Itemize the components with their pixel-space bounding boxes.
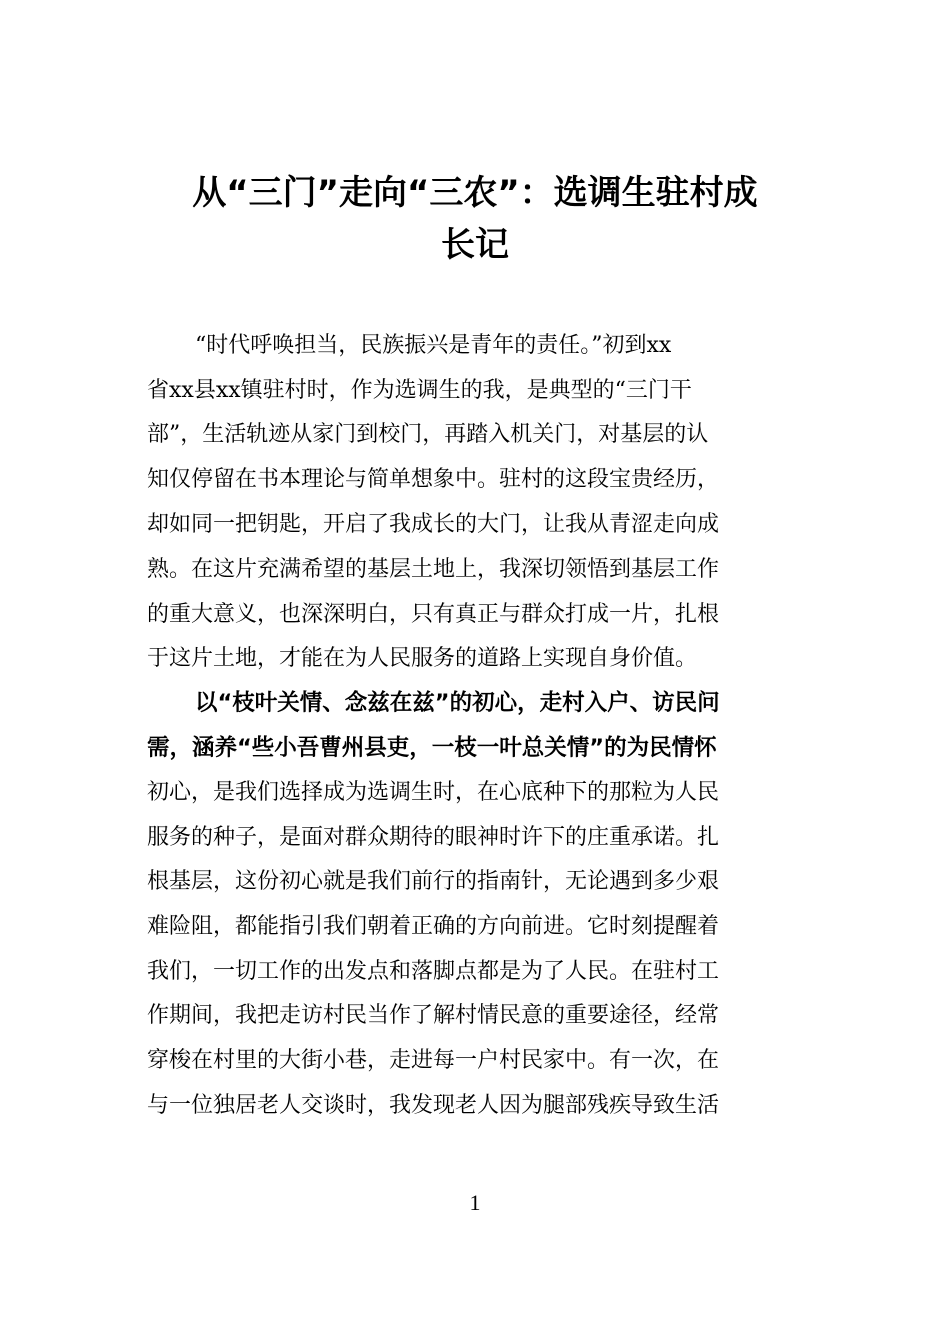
text-line: 根基层，这份初心就是我们前行的指南针，无论遇到多少艰 — [147, 869, 720, 894]
text-line: 穿梭在村里的大街小巷，走进每一户村民家中。有一次，在 — [147, 1048, 720, 1073]
title-line-1: 从“三门”走向“三农”：选调生驻村成 — [192, 173, 758, 213]
text-line: 作期间，我把走访村民当作了解村情民意的重要途径，经常 — [147, 1003, 720, 1028]
title-line-2: 长记 — [441, 225, 509, 265]
text-line: 部”，生活轨迹从家门到校门，再踏入机关门，对基层的认 — [147, 422, 709, 447]
page-number: 1 — [469, 1190, 481, 1215]
text-line: 于这片土地，才能在为人民服务的道路上实现自身价值。 — [147, 646, 698, 671]
text-line: 却如同一把钥匙，开启了我成长的大门，让我从青涩走向成 — [147, 512, 720, 537]
section-heading-line: 以“枝叶关情、念兹在兹”的初心，走村入户、访民问 — [195, 690, 720, 716]
text-line: 我们，一切工作的出发点和落脚点都是为了人民。在驻村工 — [147, 959, 720, 984]
text-line: 与一位独居老人交谈时，我发现老人因为腿部残疾导致生活 — [147, 1093, 720, 1118]
text-line: “时代呼唤担当，民族振兴是青年的责任。”初到xx — [195, 333, 672, 358]
text-line: 熟。在这片充满希望的基层土地上，我深切领悟到基层工作 — [147, 557, 720, 582]
text-line: 知仅停留在书本理论与简单想象中。驻村的这段宝贵经历， — [147, 467, 720, 492]
text-line: 省xx县xx镇驻村时，作为选调生的我，是典型的“三门干 — [147, 378, 692, 403]
section-heading-line: 需，涵养“些小吾曹州县吏，一枝一叶总关情”的为民情怀 — [147, 735, 717, 761]
text-line: 的重大意义，也深深明白，只有真正与群众打成一片，扎根 — [147, 602, 720, 627]
text-line: 初心，是我们选择成为选调生时，在心底种下的那粒为人民 — [147, 780, 720, 805]
text-line: 难险阻，都能指引我们朝着正确的方向前进。它时刻提醒着 — [147, 914, 720, 939]
text-line: 服务的种子，是面对群众期待的眼神时许下的庄重承诺。扎 — [147, 825, 720, 850]
